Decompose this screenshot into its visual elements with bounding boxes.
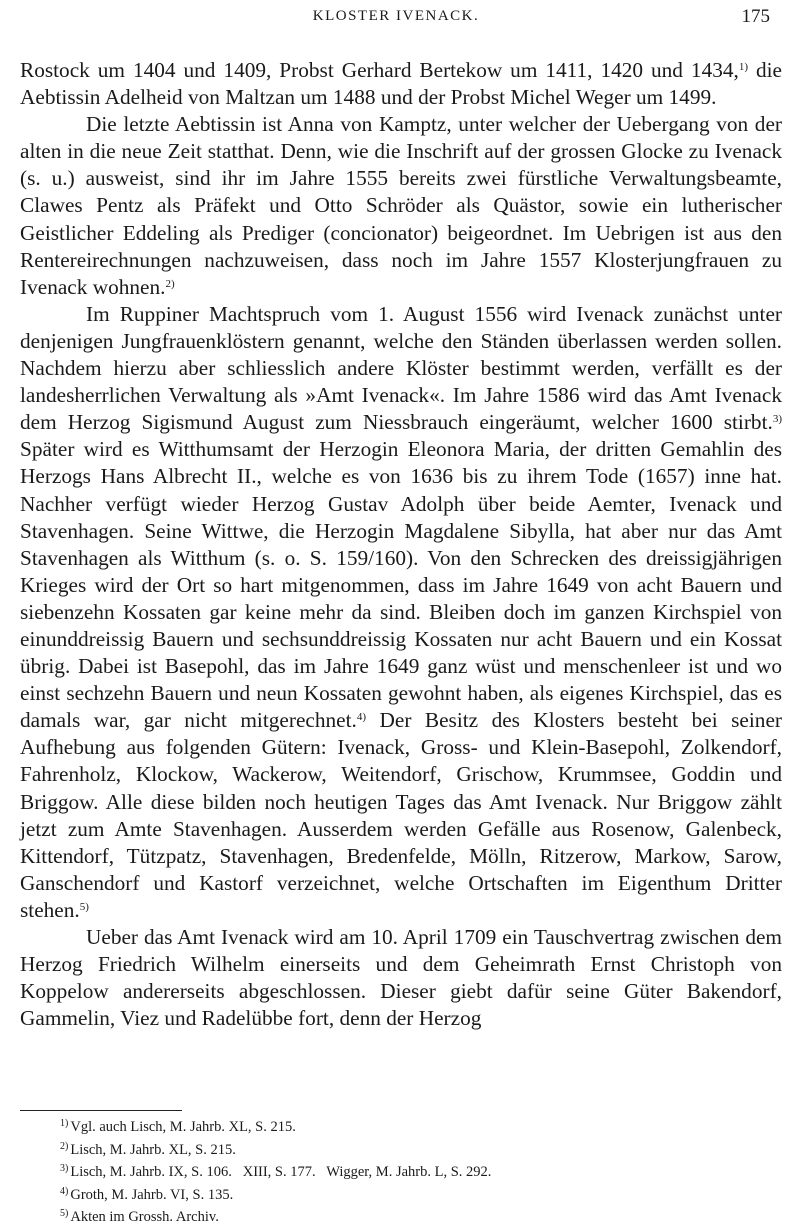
footnote-mark: 4) xyxy=(60,1185,69,1197)
footnote-marker: 3) xyxy=(772,413,782,426)
footnote-marker: 4) xyxy=(356,711,367,724)
footnote-marker: 2) xyxy=(165,277,175,290)
footnote-text: Lisch, M. Jahrb. XL, S. 215. xyxy=(70,1141,236,1158)
paragraph-text: Ueber das Amt Ivenack wird am 10. April 1709 ein Tauschvertrag zwischen dem Herzog Friedrich Wilhelm einerseits und dem Geheimrath Ernst Christoph von Koppelow andererseits abgeschlossen. Dieser giebt dafür seine Güter Bakendorf, Gammelin, Viez und Radelübbe fort, denn der Herzog xyxy=(20,925,782,1031)
paragraph-text: Rostock um 1404 und 1409, Probst Gerhard Bertekow um 1411, 1420 und 1434, xyxy=(20,58,739,82)
paragraph xyxy=(20,301,782,924)
footnote-marker: 1) xyxy=(738,61,749,73)
paragraph xyxy=(20,57,782,111)
footnote xyxy=(60,1116,760,1139)
paragraph xyxy=(20,924,782,1032)
footnote-text: Vgl. auch Lisch, M. Jahrb. XL, S. 215. xyxy=(70,1119,296,1135)
footnote-text: Groth, M. Jahrb. VI, S. 135. xyxy=(70,1186,234,1203)
paragraph-text: Im Ruppiner Machtspruch vom 1. August 1556 wird Ivenack zunächst unter denjenigen Jungfrauenklöstern genannt, welche den Ständen überlassen werden sollen. Nachdem hierzu aber schliesslich andere Klöster bestimmt werden, verfällt es der landesherrlichen Verwaltung als »Amt Ivenack«. Im Jahre 1586 wird das Amt Ivenack dem Herzog Sigismund August zum Niessbrauch eingeräumt, welcher 1600 stirbt. xyxy=(20,301,782,435)
footnote-mark: 5) xyxy=(60,1208,69,1220)
footnote xyxy=(60,1139,760,1162)
footnote-mark: 1) xyxy=(60,1118,69,1129)
paragraph-text: Später wird es Witthumsamt der Herzogin Eleonora Maria, der dritten Gemahlin des Herzogs Hans Albrecht II., welche es von 1636 bis zu ihrem Tode (1657) inne hat. Nachher verfügt wieder Herzog Gustav Adolph über beide Aemter, Ivenack und Stavenhagen. Seine Wittwe, die Herzogin Magdalene Sibylla, hat aber nur das Amt Stavenhagen als Witthum (s. o. S. 159/160). Von den Schrecken des dreissigjährigen Krieges wird der Ort so hart mitgenommen, dass im Jahre 1649 von acht Bauern und siebenzehn Kossaten gar keine mehr da sind. Bleiben doch im ganzen Kirchspiel von einunddreissig Bauern und sechsunddreissig Kossaten nur acht Bauern und ein Kossat übrig. Dabei ist Basepohl, das im Jahre 1649 ganz wüst und menschenleer ist und wo einst sechzehn Bauern und neun Kossaten gewohnt haben, als eigenes Kirchspiel, das es damals war, gar nicht mitgerechnet. xyxy=(20,437,782,733)
footnote-mark: 2) xyxy=(60,1140,69,1152)
page-number: 175 xyxy=(741,6,770,27)
body-text xyxy=(20,57,782,1032)
footnote xyxy=(60,1206,760,1229)
footnote xyxy=(60,1184,760,1207)
footnote-text: Lisch, M. Jahrb. IX, S. 106. XIII, S. 177. Wigger, M. Jahrb. L, S. 292. xyxy=(70,1164,492,1181)
footnote-divider xyxy=(20,1110,182,1111)
paragraph xyxy=(20,111,782,301)
footnote xyxy=(60,1161,760,1184)
running-head: KLOSTER IVENACK. xyxy=(312,8,480,24)
footnote-mark: 3) xyxy=(60,1163,69,1175)
footnote-text: Akten im Grossh. Archiv. xyxy=(70,1209,219,1226)
footnotes xyxy=(60,1116,760,1229)
paragraph-text: die Aebtissin Adelheid von Maltzan um 1488 und der Probst Michel Weger um 1499. xyxy=(20,58,782,110)
paragraph-text: Der Besitz des Klosters besteht bei seiner Aufhebung aus folgenden Gütern: Ivenack, Gross- und Klein-Basepohl, Zolkendorf, Fahrenholz, Klockow, Wackerow, Weitendorf, Grischow, Krummsee, Goddin und Briggow. Alle diese bilden noch heutigen Tages das Amt Ivenack. Nur Briggow zählt jetzt zum Amte Stavenhagen. Ausserdem werden Gefälle aus Rosenow, Galenbeck, Kittendorf, Tützpatz, Stavenhagen, Bredenfelde, Mölln, Ritzerow, Markow, Sarow, Ganschendorf und Kastorf verzeichnet, welche Ortschaften im Eigenthum Dritter stehen. xyxy=(20,708,782,922)
page-header xyxy=(0,6,792,32)
footnote-marker: 5) xyxy=(79,900,89,913)
paragraph-text: Die letzte Aebtissin ist Anna von Kamptz, unter welcher der Uebergang von der alten in die neue Zeit statthat. Denn, wie die Inschrift auf der grossen Glocke zu Ivenack (s. u.) ausweist, sind ihr im Jahre 1555 bereits zwei fürstliche Verwaltungsbeamte, Clawes Pentz als Präfekt und Otto Schröder als Quästor, sowie ein lutherischer Geistlicher Eddeling als Prediger (concionator) beigeordnet. Im Uebrigen ist aus den Rentereirechnungen nachzuweisen, dass noch im Jahre 1557 Klosterjungfrauen zu Ivenack wohnen. xyxy=(20,112,782,299)
